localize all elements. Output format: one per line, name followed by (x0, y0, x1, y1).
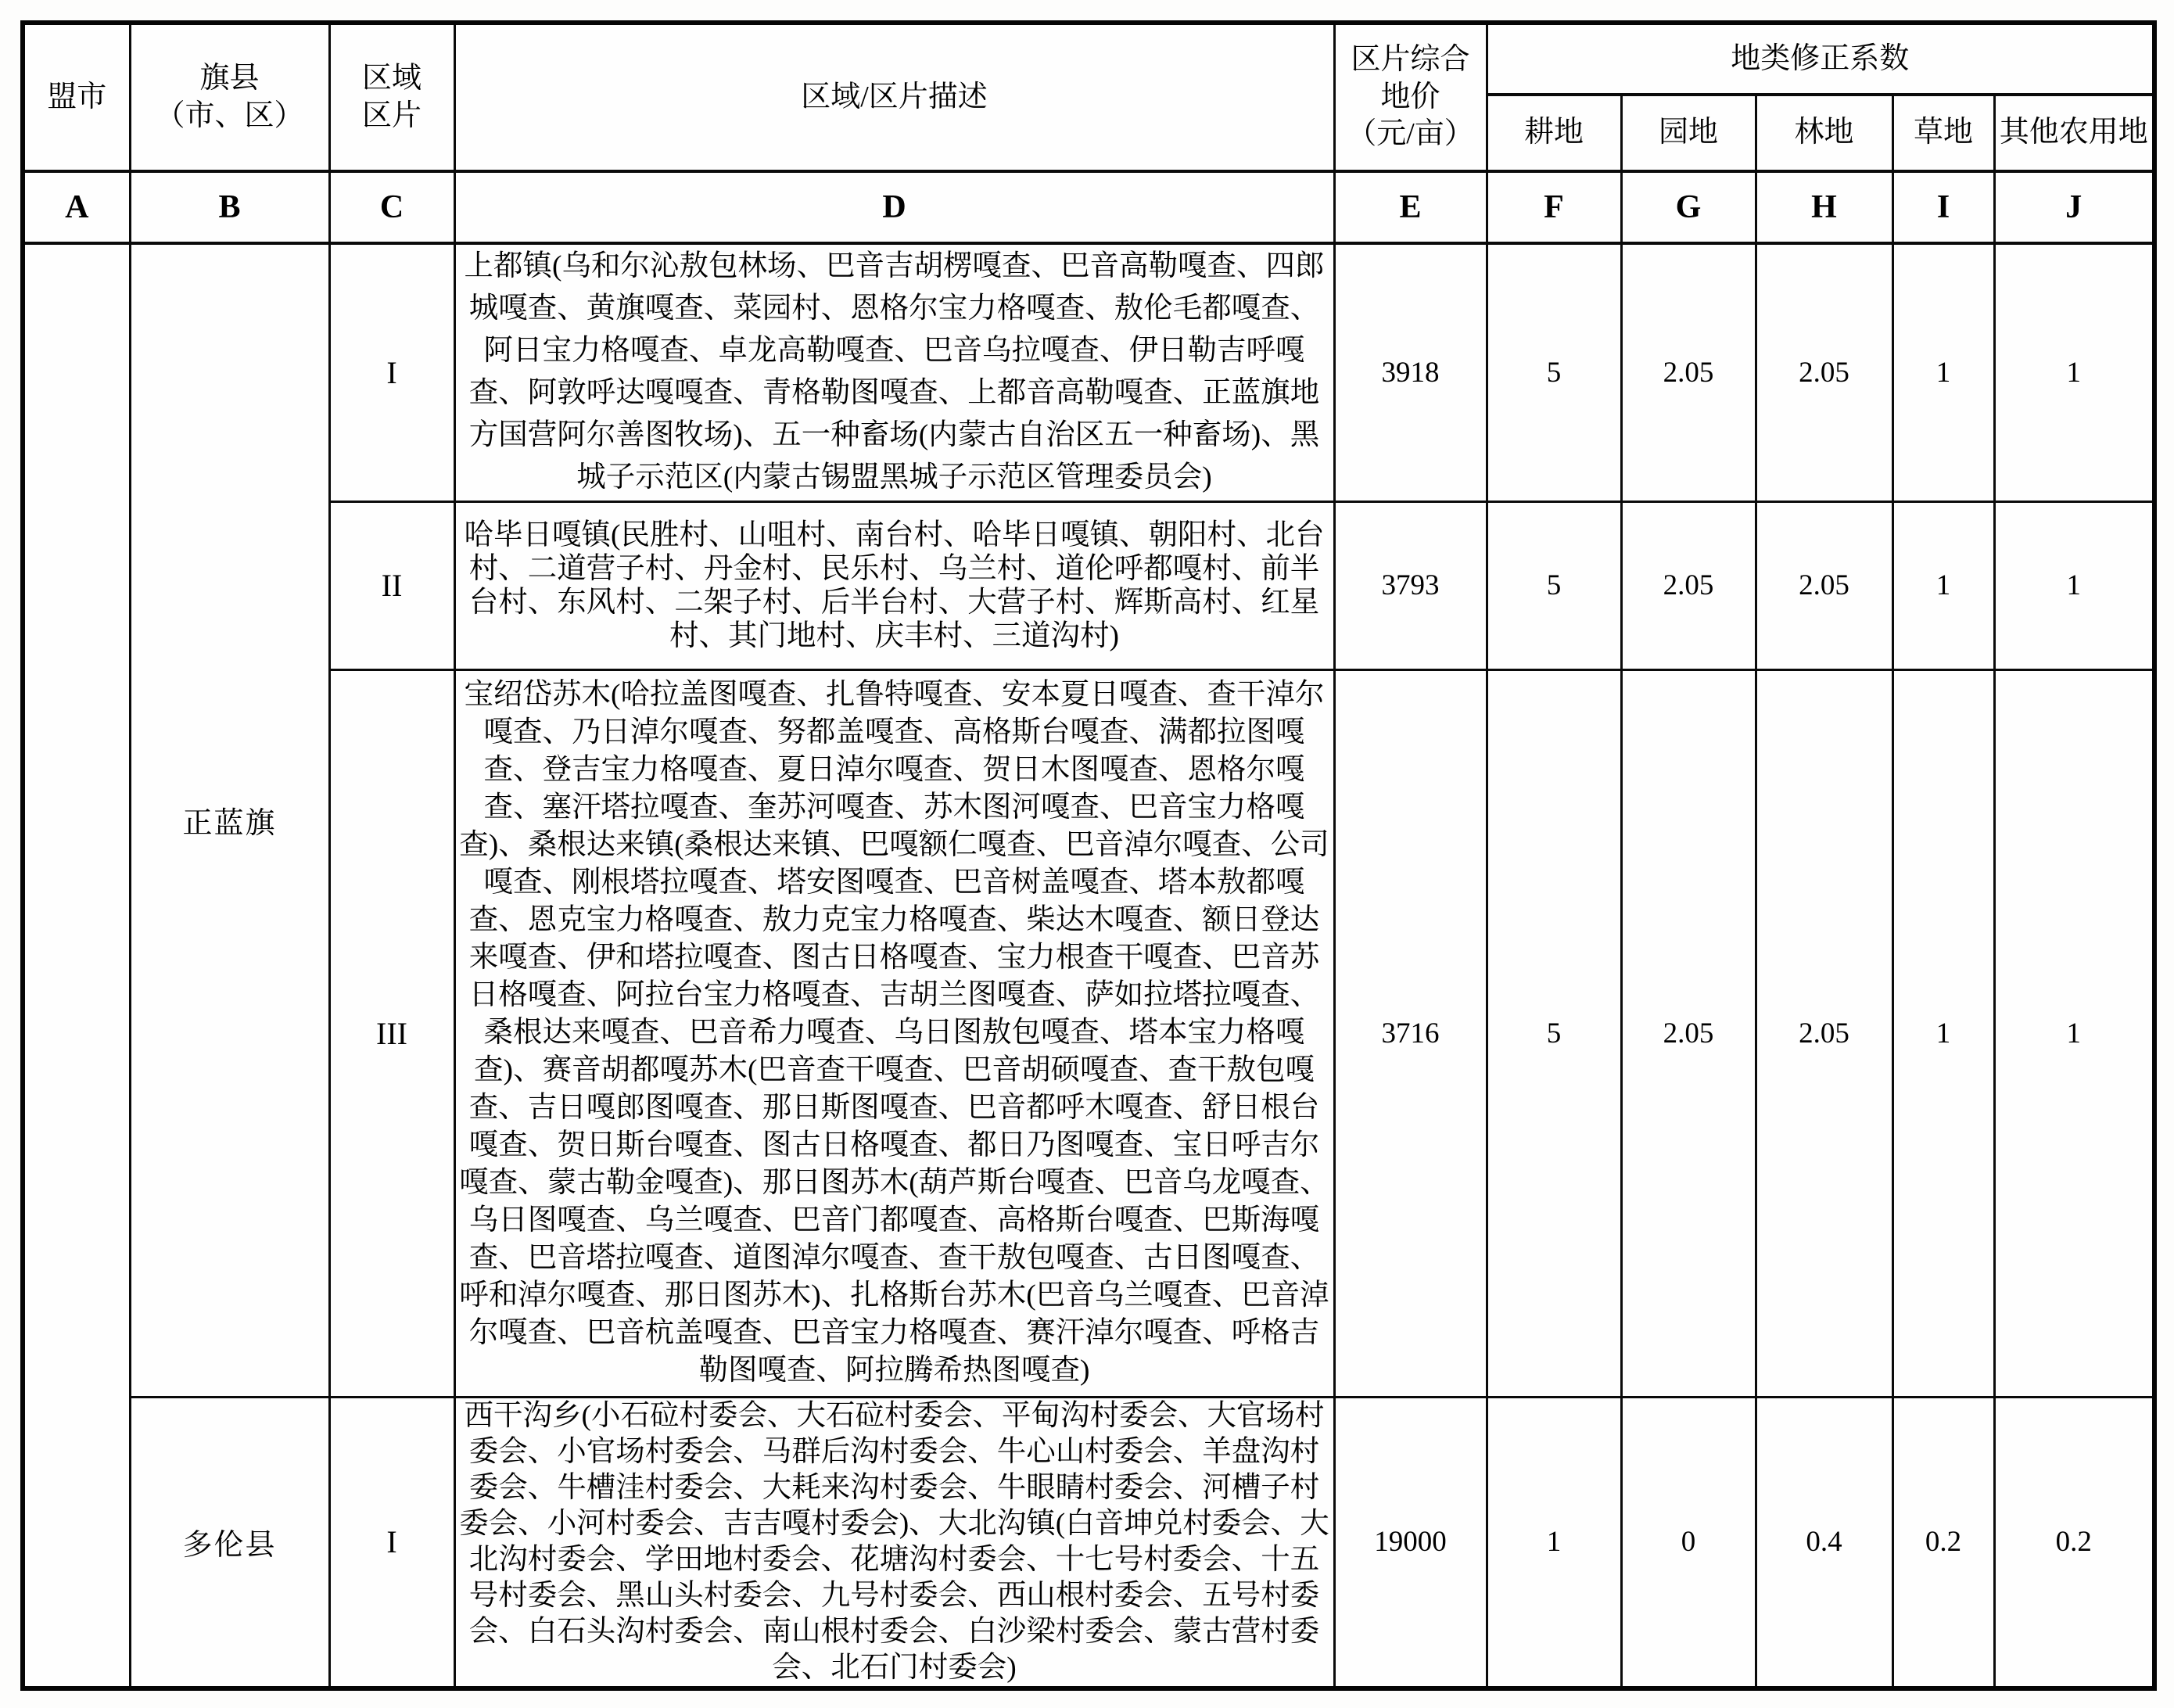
column-letter-a: A (23, 171, 130, 243)
table-row (23, 1397, 2154, 1688)
coeff-farmland-cell: 5 (1487, 669, 1621, 1397)
description-cell: 西干沟乡(小石砬村委会、大石砬村委会、平甸沟村委会、大官场村委会、小官场村委会、马群后沟村委会、牛心山村委会、羊盘沟村委会、牛槽洼村委会、大耗来沟村委会、牛眼睛村委会、河槽子村委会、小河村委会、吉吉嘎村委会)、大北沟镇(白音坤兑村委会、大北沟村委会、学田地村委会、花塘沟村委会、十七号村委会、十五号村委会、黑山头村委会、九号村委会、西山根村委会、五号村委会、白石头沟村委会、南山根村委会、白沙梁村委会、蒙古营村委会、北石门村委会) (454, 1397, 1334, 1688)
zone-cell: I (329, 243, 454, 501)
column-letter-j: J (1994, 171, 2154, 243)
coeff-grassland-cell: 1 (1892, 501, 1994, 669)
column-letter-i: I (1892, 171, 1994, 243)
coeff-garden-cell: 2.05 (1621, 669, 1756, 1397)
column-letter-b: B (130, 171, 329, 243)
column-letter-g: G (1621, 171, 1756, 243)
coeff-garden-cell: 2.05 (1621, 501, 1756, 669)
coeff-farmland-cell: 5 (1487, 243, 1621, 501)
description-cell: 哈毕日嘎镇(民胜村、山咀村、南台村、哈毕日嘎镇、朝阳村、北台村、二道营子村、丹金村、民乐村、乌兰村、道伦呼都嘎村、前半台村、东风村、二架子村、后半台村、大营子村、辉斯高村、红星村、其门地村、庆丰村、三道沟村) (454, 501, 1334, 669)
header-coeff-farmland: 耕地 (1487, 95, 1621, 171)
description-cell: 上都镇(乌和尔沁敖包林场、巴音吉胡楞嘎查、巴音高勒嘎查、四郎城嘎查、黄旗嘎查、菜园村、恩格尔宝力格嘎查、敖伦毛都嘎查、阿日宝力格嘎查、卓龙高勒嘎查、巴音乌拉嘎查、伊日勒吉呼嘎查、阿敦呼达嘎嘎查、青格勒图嘎查、上都音高勒嘎查、正蓝旗地方国营阿尔善图牧场)、五一种畜场(内蒙古自治区五一种畜场)、黑城子示范区(内蒙古锡盟黑城子示范区管理委员会) (454, 243, 1334, 501)
column-letter-f: F (1487, 171, 1621, 243)
price-cell: 3716 (1334, 669, 1487, 1397)
column-letter-row (23, 171, 2154, 243)
coeff-other-cell: 0.2 (1994, 1397, 2154, 1688)
table-row (23, 243, 2154, 501)
header-coefficient-group: 地类修正系数 (1487, 23, 2154, 95)
zone-cell: I (329, 1397, 454, 1688)
header-zone-line1: 区域 (361, 62, 422, 95)
header-banner-county (130, 23, 329, 171)
coeff-forest-cell: 2.05 (1756, 243, 1892, 501)
header-coeff-garden: 园地 (1621, 95, 1756, 171)
header-coeff-forest: 林地 (1756, 95, 1892, 171)
coeff-garden-cell: 0 (1621, 1397, 1756, 1688)
header-zone-price-line2: 地价 (1380, 80, 1440, 113)
header-banner-county-line2: （市、区） (155, 99, 304, 132)
table-row (23, 669, 2154, 1397)
coeff-forest-cell: 2.05 (1756, 501, 1892, 669)
zone-cell: III (329, 669, 454, 1397)
header-league-city: 盟市 (23, 23, 130, 171)
header-zone-line2: 区片 (361, 99, 422, 132)
table-row (23, 501, 2154, 669)
coeff-farmland-cell: 5 (1487, 501, 1621, 669)
coeff-grassland-cell: 0.2 (1892, 1397, 1994, 1688)
header-coeff-grassland: 草地 (1892, 95, 1994, 171)
column-letter-h: H (1756, 171, 1892, 243)
land-price-table (20, 20, 2157, 1691)
column-letter-e: E (1334, 171, 1487, 243)
price-cell: 3793 (1334, 501, 1487, 669)
coeff-other-cell: 1 (1994, 669, 2154, 1397)
league-city-cell (23, 243, 130, 1688)
banner-county-cell: 正蓝旗 (130, 243, 329, 1397)
column-letter-c: C (329, 171, 454, 243)
coeff-garden-cell: 2.05 (1621, 243, 1756, 501)
header-banner-county-line1: 旗县 (199, 62, 260, 95)
header-zone-description: 区域/区片描述 (454, 23, 1334, 171)
coeff-grassland-cell: 1 (1892, 669, 1994, 1397)
zone-cell: II (329, 501, 454, 669)
description-cell: 宝绍岱苏木(哈拉盖图嘎查、扎鲁特嘎查、安本夏日嘎查、查干淖尔嘎查、乃日淖尔嘎查、努都盖嘎查、高格斯台嘎查、满都拉图嘎查、登吉宝力格嘎查、夏日淖尔嘎查、贺日木图嘎查、恩格尔嘎查、塞汗塔拉嘎查、奎苏河嘎查、苏木图河嘎查、巴音宝力格嘎查)、桑根达来镇(桑根达来镇、巴嘎额仁嘎查、巴音淖尔嘎查、公司嘎查、刚根塔拉嘎查、塔安图嘎查、巴音树盖嘎查、塔本敖都嘎查、恩克宝力格嘎查、敖力克宝力格嘎查、柴达木嘎查、额日登达来嘎查、伊和塔拉嘎查、图古日格嘎查、宝力根查干嘎查、巴音苏日格嘎查、阿拉台宝力格嘎查、吉胡兰图嘎查、萨如拉塔拉嘎查、桑根达来嘎查、巴音希力嘎查、乌日图敖包嘎查、塔本宝力格嘎查)、赛音胡都嘎苏木(巴音查干嘎查、巴音胡硕嘎查、查干敖包嘎查、吉日嘎郎图嘎查、那日斯图嘎查、巴音都呼木嘎查、舒日根台嘎查、贺日斯台嘎查、图古日格嘎查、都日乃图嘎查、宝日呼吉尔嘎查、蒙古勒金嘎查)、那日图苏木(葫芦斯台嘎查、巴音乌龙嘎查、乌日图嘎查、乌兰嘎查、巴音门都嘎查、高格斯台嘎查、巴斯海嘎查、巴音塔拉嘎查、道图淖尔嘎查、查干敖包嘎查、古日图嘎查、呼和淖尔嘎查、那日图苏木)、扎格斯台苏木(巴音乌兰嘎查、巴音淖尔嘎查、巴音杭盖嘎查、巴音宝力格嘎查、赛汗淖尔嘎查、呼格吉勒图嘎查、阿拉腾希热图嘎查) (454, 669, 1334, 1397)
price-cell: 19000 (1334, 1397, 1487, 1688)
header-zone-price (1334, 23, 1487, 171)
coeff-farmland-cell: 1 (1487, 1397, 1621, 1688)
header-zone-price-line3: （元/亩） (1347, 117, 1474, 151)
column-letter-d: D (454, 171, 1334, 243)
price-cell: 3918 (1334, 243, 1487, 501)
header-zone (329, 23, 454, 171)
header-zone-price-line1: 区片综合 (1351, 43, 1470, 77)
coeff-other-cell: 1 (1994, 501, 2154, 669)
coeff-other-cell: 1 (1994, 243, 2154, 501)
banner-county-cell: 多伦县 (130, 1397, 329, 1688)
coeff-grassland-cell: 1 (1892, 243, 1994, 501)
header-row-group (23, 23, 2154, 95)
coeff-forest-cell: 2.05 (1756, 669, 1892, 1397)
header-coeff-other: 其他农用地 (1994, 95, 2154, 171)
coeff-forest-cell: 0.4 (1756, 1397, 1892, 1688)
